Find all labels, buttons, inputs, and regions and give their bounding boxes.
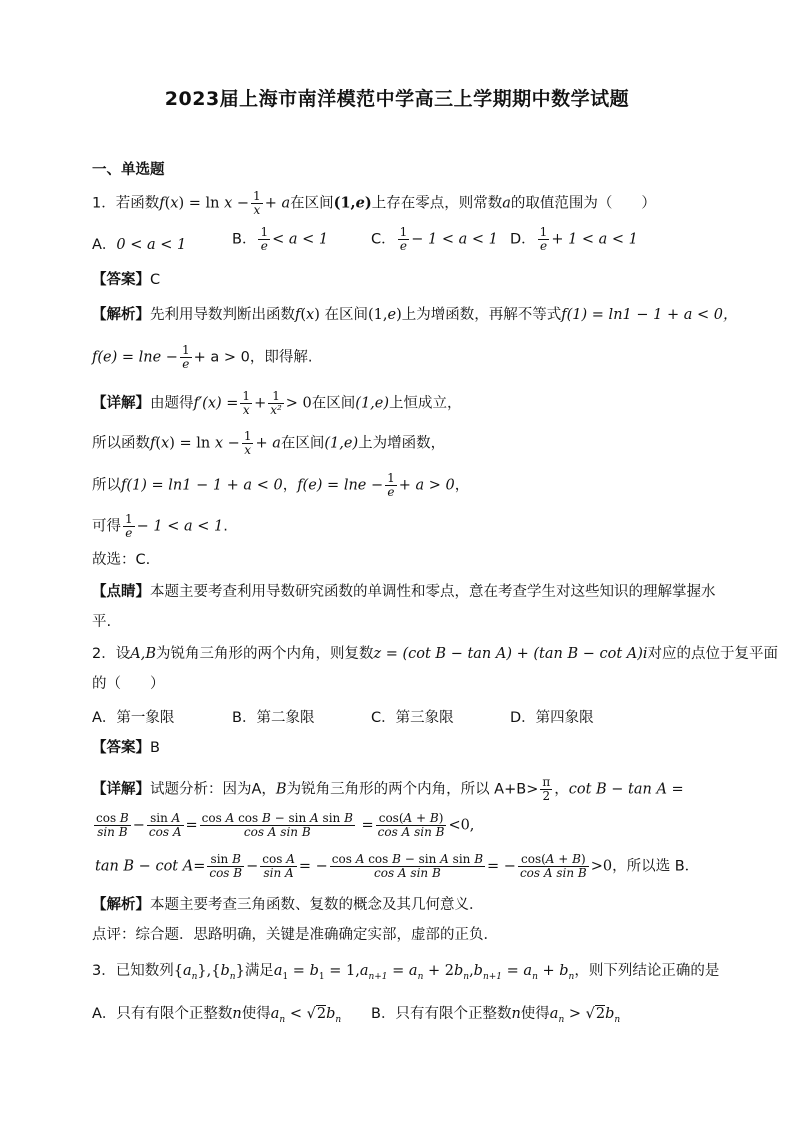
q2-option-c[interactable]: C．第三象限 <box>371 710 454 726</box>
q1-comment-line-1: 【点睛】本题主要考查利用导数研究函数的单调性和零点，意在考查学生对这些知识的理解掌握水 <box>92 584 716 600</box>
q1-detail-line-3: 所以f(1) = ln1 − 1 + a < 0，f(e) = lne − $\frac{1}{e}$ + a > 0， <box>92 471 470 499</box>
q2-answer: 【答案】B <box>92 740 160 756</box>
q1-option-c[interactable]: C． $\frac{1}{e}$ − 1 < a < 1 <box>371 225 498 253</box>
q2-option-b[interactable]: B．第二象限 <box>232 710 315 726</box>
q2-option-d[interactable]: D．第四象限 <box>510 710 594 726</box>
q2-derivation-line-2: tan B − cot A= $\frac{\text{sin B}}{\text{cos B}}$ − $\frac{\text{cos A}}{\text{sin A}}$ = − $\frac{\text{cos A cos B − sin A sin B}}{\text{cos A sin B}}$ = − $\frac{\cos(A + B)}{\text{cos A sin B}}$ >0，所以选 B． <box>95 852 700 880</box>
q1-detail-line-2: 所以函数f(x) = ln x − $\frac{1}{x}$ + a在区间(1,e)上为增函数， <box>92 429 446 457</box>
q1-comment-line-2: 平. <box>92 614 112 630</box>
q2-option-a[interactable]: A．第一象限 <box>92 710 175 726</box>
q2-comment: 点评：综合题．思路明确，关键是准确确定实部，虚部的正负． <box>92 927 498 943</box>
q1-answer: 【答案】C <box>92 272 161 288</box>
q2-detail-line-1: 【详解】试题分析：因为A，B为锐角三角形的两个内角，所以 A+B> $\frac{\pi}{2}$ ，cot B − tan A = <box>92 775 684 803</box>
question-1-stem: 1．若函数f(x) = ln x − $\frac{1}{x}$ + a在区间(1,e)上存在零点，则常数a的取值范围为（ ） <box>92 189 656 217</box>
q1-option-a[interactable]: A．0 < a < 1 <box>92 237 187 253</box>
q1-detail-line-1: 【详解】由题得f′(x) = $\frac{1}{x}$ + $\frac{1}{\text{x²}}$ > 0在区间(1,e)上恒成立， <box>92 389 462 417</box>
q1-choose: 故选：C. <box>92 552 151 568</box>
q1-analysis-line-2: f(e) = lne − $\frac{1}{e}$ + a > 0，即得解. <box>92 343 313 371</box>
q3-option-a[interactable]: A．只有有限个正整数n使得$a_n < √2b_n$ <box>92 1006 342 1025</box>
q1-detail-line-4: 可得 $\frac{1}{e}$ − 1 < a < 1. <box>92 512 228 540</box>
section-heading: 一、单选题 <box>92 162 165 178</box>
question-2-stem-line-1: 2．设A,B为锐角三角形的两个内角，则复数z = (cot B − tan A) + (tan B − cot A)i对应的点位于复平面 <box>92 646 779 662</box>
question-3-stem: 3．已知数列$\{a_n\},\{b_n\}$满足$a_1 = b_1 = 1,a_{n+1} = a_n + 2b_n,b_{n+1} = a_n + b_n$，则下列结论正确的是 <box>92 963 720 982</box>
question-2-stem-line-2: 的（ ） <box>92 676 165 692</box>
page-title: 2023届上海市南洋模范中学高三上学期期中数学试题 <box>164 88 630 110</box>
q2-derivation-line-1: $\frac{\text{cos B}}{\text{sin B}}$ − $\frac{\text{sin A}}{\text{cos A}}$ = $\frac{\text{cos A cos B − sin A sin B}}{\text{cos A sin B}}$ = $\frac{\cos(A + B)}{\text{cos A sin B}}$ <0, <box>96 811 475 839</box>
q3-option-b[interactable]: B．只有有限个正整数n使得$a_n > √2b_n$ <box>371 1006 621 1025</box>
q1-analysis-line-1: 【解析】先利用导数判断出函数f(x) 在区间(1,e)上为增函数，再解不等式f(1) = ln1 − 1 + a < 0， <box>92 307 738 323</box>
q2-analysis: 【解析】本题主要考查三角函数、复数的概念及其几何意义． <box>92 897 484 913</box>
q1-option-d[interactable]: D． $\frac{1}{e}$ + 1 < a < 1 <box>510 225 638 253</box>
q1-option-b[interactable]: B． $\frac{1}{e}$ < a < 1 <box>232 225 329 253</box>
